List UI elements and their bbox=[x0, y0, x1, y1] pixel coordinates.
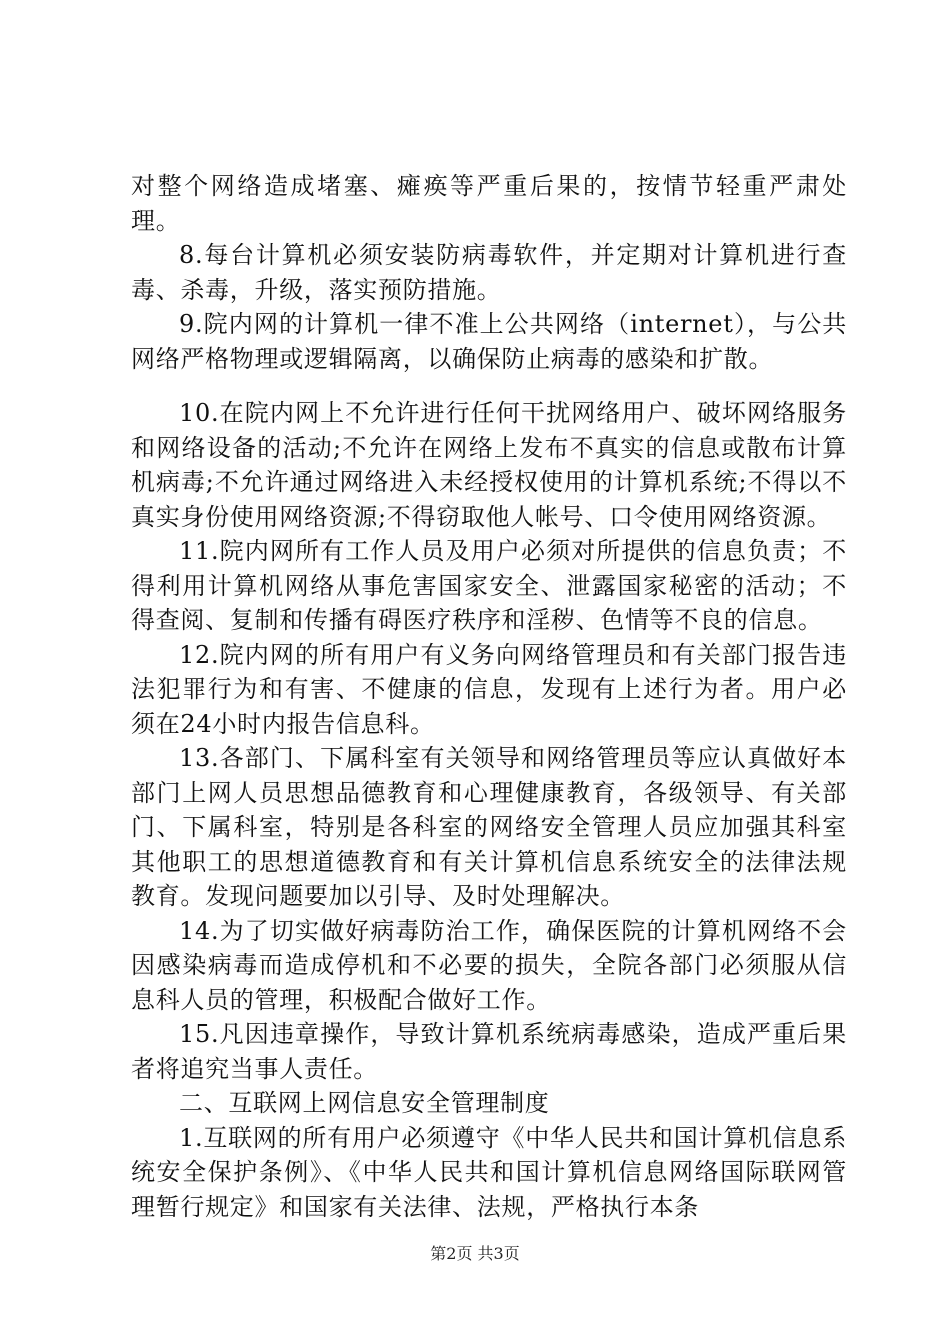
paragraph-item-15: 15.凡因违章操作，导致计算机系统病毒感染，造成严重后果者将追究当事人责任。 bbox=[131, 1020, 847, 1083]
paragraph-spacer bbox=[131, 376, 847, 396]
paragraph-item-12: 12.院内网的所有用户有义务向网络管理员和有关部门报告违法犯罪行为和有害、不健康的信息，发现有上述行为者。用户必须在24小时内报告信息科。 bbox=[131, 640, 847, 738]
paragraph-item-10: 10.在院内网上不允许进行任何干扰网络用户、破坏网络服务和网络设备的活动;不允许在网络上发布不真实的信息或散布计算机病毒;不允许通过网络进入未经授权使用的计算机系统;不得以不真实身份使用网络资源;不得窃取他人帐号、口令使用网络资源。 bbox=[131, 399, 847, 531]
paragraph-item-9: 9.院内网的计算机一律不准上公共网络（internet），与公共网络严格物理或逻辑隔离，以确保防止病毒的感染和扩散。 bbox=[131, 310, 847, 373]
page-number-footer: 第2页 共3页 bbox=[430, 1244, 520, 1263]
section-heading: 二、互联网上网信息安全管理制度 bbox=[179, 1089, 550, 1117]
paragraph-item-13: 13.各部门、下属科室有关领导和网络管理员等应认真做好本部门上网人员思想品德教育和心理健康教育，各级领导、有关部门、下属科室，特别是各科室的网络安全管理人员应加强其科室其他职工的思想道德教育和有关计算机信息系统安全的法律法规教育。发现问题要加以引导、及时处理解决。 bbox=[131, 744, 847, 910]
paragraph-continuation: 对整个网络造成堵塞、瘫痪等严重后果的，按情节轻重严肃处理。 bbox=[131, 172, 847, 235]
paragraph-item-8: 8.每台计算机必须安装防病毒软件，并定期对计算机进行查毒、杀毒，升级，落实预防措施。 bbox=[131, 241, 847, 304]
paragraph-item-14: 14.为了切实做好病毒防治工作，确保医院的计算机网络不会因感染病毒而造成停机和不必要的损失，全院各部门必须服从信息科人员的管理，积极配合做好工作。 bbox=[131, 916, 847, 1014]
document-body bbox=[131, 169, 847, 1224]
paragraph-section2-item-1: 1.互联网的所有用户必须遵守《中华人民共和国计算机信息系统安全保护条例》、《中华人民共和国计算机信息网络国际联网管理暂行规定》和国家有关法律、法规，严格执行本条 bbox=[131, 1123, 847, 1221]
paragraph-item-11: 11.院内网所有工作人员及用户必须对所提供的信息负责；不得利用计算机网络从事危害国家安全、泄露国家秘密的活动；不得查阅、复制和传播有碍医疗秩序和淫秽、色情等不良的信息。 bbox=[131, 537, 847, 634]
